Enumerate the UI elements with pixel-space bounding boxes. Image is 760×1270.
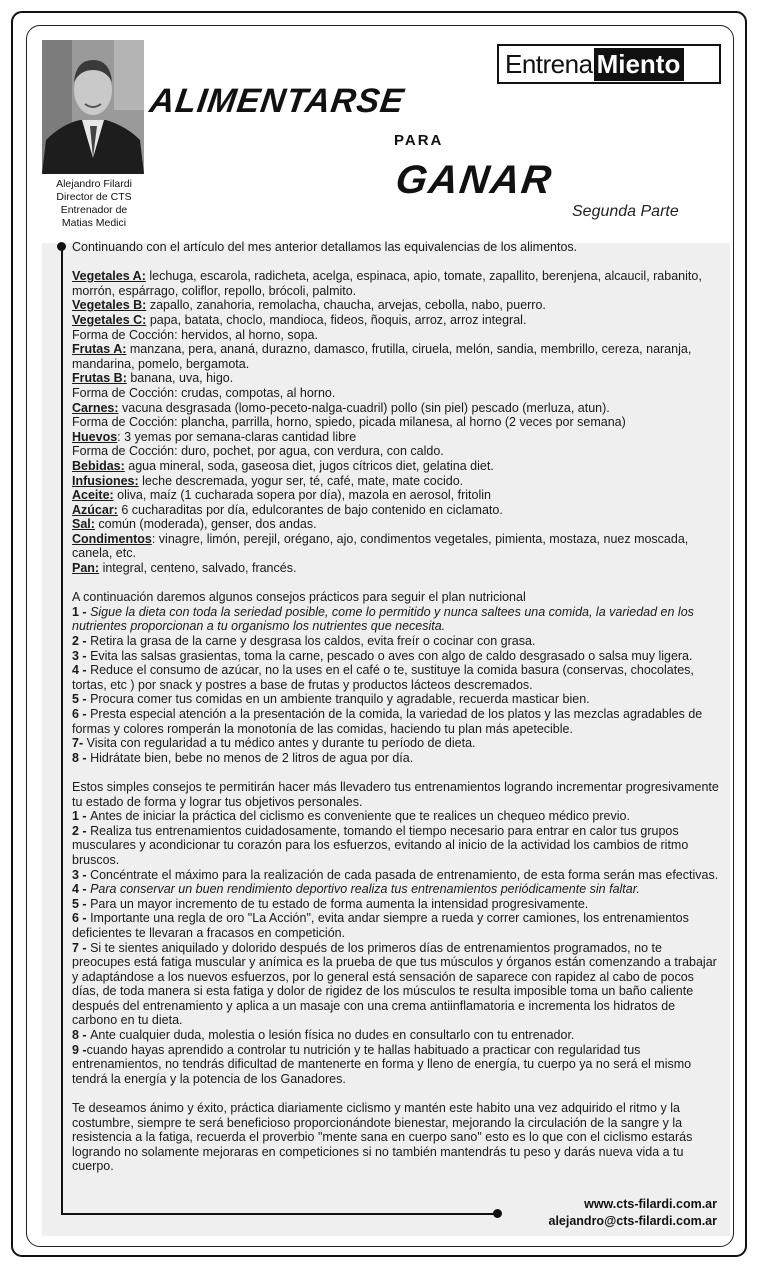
foods-item-text: lechuga, escarola, radicheta, acelga, espinaca, apio, tomate, zapallito, berenjena, alcaucil, rabanito, morrón, espárrago, coliflor, repollo, brócoli, palmito. (72, 269, 702, 298)
headline-line3: GANAR (392, 158, 556, 202)
training-item-label: 5 - (72, 896, 91, 911)
headline-line2: PARA (394, 132, 444, 149)
tips-item (72, 649, 720, 664)
training-item-label: 1 - (72, 809, 91, 824)
foods-item (72, 298, 720, 313)
foods-item (72, 488, 720, 503)
tips-item-label: 2 - (72, 634, 91, 649)
foods-item (72, 474, 720, 489)
tips-item-text: Retira la grasa de la carne y desgrasa los caldos, evita freír o cocinar con grasa. (90, 634, 536, 649)
tips-item (72, 692, 720, 707)
tips-item-text: Sigue la dieta con toda la seriedad posible, come lo permitido y nunca saltees una comida, la variedad en los nutrientes proporcionan a tu organismo los nutrientes que necesita. (72, 604, 694, 634)
tips-item (72, 736, 720, 751)
headline-subtitle: Segunda Parte (572, 203, 679, 220)
foods-item-label: Carnes: (72, 400, 119, 415)
email-link[interactable]: alejandro@cts-filardi.com.ar (548, 1214, 717, 1228)
foods-item (72, 517, 720, 532)
tips-item-label: 5 - (72, 692, 91, 707)
intro-paragraph: Continuando con el artículo del mes anterior detallamos las equivalencias de los alimentos. (72, 240, 578, 254)
training-item-text: Ante cualquier duda, molestia o lesión física no dudes en consultarlo con tu entrenador. (90, 1028, 575, 1043)
website-link[interactable]: www.cts-filardi.com.ar (584, 1197, 717, 1211)
tips-item (72, 707, 720, 736)
foods-item-label: Infusiones: (72, 473, 139, 488)
foods-item (72, 430, 720, 445)
foods-item-text: : vinagre, limón, perejil, orégano, ajo, condimentos vegetales, pimienta, mostaza, nuez moscada, canela, etc. (72, 531, 689, 561)
author-photo (42, 40, 144, 174)
foods-item-label: Huevos (72, 429, 118, 444)
training-tips-list (72, 809, 720, 1086)
foods-item-text: : 3 yemas por semana-claras cantidad libre (117, 429, 357, 444)
training-item-text: Antes de iniciar la práctica del ciclismo es conveniente que te realices un chequeo médico previo. (90, 809, 630, 824)
foods-item-label: Frutas B: (72, 371, 127, 386)
author-role: Matias Medici (61, 217, 127, 229)
training-item (72, 1043, 720, 1087)
foods-item-text: 6 cucharaditas por día, edulcorantes de bajo contenido en ciclamato. (117, 502, 503, 517)
training-item-text: cuando hayas aprendido a controlar tu nutrición y te hallas habituado a practicar con regularidad tus entrenamientos, no tendrás dificultad de mantenerte en forma y lleno de energía, tu cuerpo ya no será el mismo tendrá la energía y la potencia de los Ganadores. (72, 1042, 692, 1086)
foods-item-label: Aceite: (72, 488, 114, 503)
foods-item-text: agua mineral, soda, gaseosa diet, jugos cítricos diet, gelatina diet. (124, 458, 494, 473)
tips-item-text: Reduce el consumo de azúcar, no la uses en el café o te, sustituye la comida basura (conservas, chocolates, tortas, etc ) por snack y postres a base de frutas y productos lácteos descremados. (72, 663, 694, 692)
tips-item (72, 751, 720, 766)
foods-item-label: Vegetales A: (72, 269, 146, 284)
foods-item-text: Forma de Cocción: hervidos, al horno, sopa. (72, 327, 318, 342)
tips-item-text: Evita las salsas grasientas, toma la carne, pescado o aves con algo de caldo desgrasado o salsa muy ligera. (90, 648, 693, 663)
foods-item (72, 328, 720, 343)
training-item-text: Concéntrate el máximo para la realización de cada pasada de entrenamiento, de esta forma serán mas efectivas. (90, 867, 719, 882)
author-portrait-icon (42, 40, 144, 174)
training-item (72, 824, 720, 868)
foods-item (72, 459, 720, 474)
tips-item-label: 7- (72, 736, 87, 751)
training-item-text: Importante una regla de oro "La Acción", evita andar siempre a rueda y correr camiones, los entrenamientos deficientes te llevaran a fracasos en competición. (72, 911, 689, 940)
author-role: Director de CTS (56, 191, 132, 203)
tips-item-label: 3 - (72, 648, 91, 663)
training-item (72, 941, 720, 1029)
training-item (72, 868, 720, 883)
training-item-label: 6 - (72, 911, 91, 926)
training-item-text: Para un mayor incremento de tu estado de forma aumenta la intensidad progresivamente. (90, 896, 589, 911)
tips-item-label: 1 - (72, 604, 91, 619)
training-item-label: 9 - (72, 1042, 87, 1057)
foods-item-text: Forma de Cocción: plancha, parrilla, horno, spiedo, picada milanesa, al horno (2 veces por semana) (72, 415, 626, 430)
tips-intro: A continuación daremos algunos consejos prácticos para seguir el plan nutricional (72, 590, 526, 605)
training-item-label: 7 - (72, 940, 91, 955)
decorative-horizontal-rule (61, 1213, 498, 1215)
foods-item (72, 386, 720, 401)
foods-item-text: papa, batata, choclo, mandioca, fideos, ñoquis, arroz, arroz integral. (146, 312, 527, 327)
logo-text-miento: Miento (594, 48, 685, 81)
headline-line1: ALIMENTARSE (147, 82, 407, 120)
training-item-text: Para conservar un buen rendimiento deportivo realiza tus entrenamientos periódicamente sin faltar. (90, 882, 640, 897)
training-item-label: 2 - (72, 823, 91, 838)
tips-item-text: Procura comer tus comidas en un ambiente tranquilo y agradable, recuerda masticar bien. (90, 692, 590, 707)
tips-item-label: 6 - (72, 707, 91, 721)
foods-item-label: Vegetales B: (72, 298, 147, 313)
foods-item-label: Azúcar: (72, 502, 118, 517)
logo-text-entrena: Entrena (505, 48, 593, 79)
tips-item (72, 605, 720, 634)
foods-item-label: Vegetales C: (72, 312, 147, 327)
training-item-text: Si te sientes aniquilado y dolorido después de los primeros días de entrenamientos programados, no te preocupes está fatiga muscular y anímica es la prueba de que tus músculos y órganos están comenzando a trabajar y adaptándose a los nuevos esfuerzos, por lo general está sensación de saparece con rapidez al cabo de pocos días, de toda manera si esta fatiga y dolor de rigidez de los músculos te resulta imposible toma un baño caliente después del entrenamiento y aplica a un masaje con una crema antiinflamatoria e incrementa los hidratos de carbono en tu dieta. (72, 940, 717, 1028)
tips-item-label: 4 - (72, 663, 91, 678)
tips-item-text: Presta especial atención a la presentación de la comida, la variedad de los platos y las mezclas agradables de formas y colores romperán la monotonía de las comidas, haciendo tu plan más apetecible. (72, 707, 703, 736)
training-item (72, 809, 720, 824)
article-body (72, 240, 720, 1174)
closing-paragraph: Te deseamos ánimo y éxito, práctica diariamente ciclismo y mantén este habito una vez adquirido el ritmo y la costumbre, siempre te será beneficioso proporcionándote bienestar, mejorando la circulación de la sangre y la resistencia a la fatiga, recuerda el proverbio "mente sana en cuerpo sano" esto es lo que con el ciclismo estarás logrando no solamente mejoraras en competiciones si no también mantendrás tu peso y darás nueva vida a tu cuerpo. (72, 1101, 693, 1174)
training-item-label: 4 - (72, 882, 91, 897)
decorative-vertical-rule (61, 247, 63, 1213)
training-item (72, 897, 720, 912)
foods-item-label: Frutas A: (72, 342, 127, 357)
author-role: Entrenador de (60, 204, 128, 216)
food-equivalences-list (72, 269, 720, 575)
foods-item (72, 415, 720, 430)
foods-item (72, 269, 720, 298)
training-item (72, 882, 720, 897)
foods-item-label: Condimentos (72, 531, 152, 546)
foods-item-text: vacuna desgrasada (lomo-peceto-nalga-cuadril) pollo (sin piel) pescado (merluza, atun). (118, 400, 610, 415)
foods-item-text: manzana, pera, ananá, durazno, damasco, frutilla, ciruela, melón, sandia, membrillo, cereza, naranja, mandarina, pomelo, bergamota. (72, 342, 692, 371)
tips-item (72, 634, 720, 649)
foods-item-text: leche descremada, yogur ser, té, café, mate, mate cocido. (138, 473, 464, 488)
foods-item (72, 401, 720, 416)
tips-item-text: Visita con regularidad a tu médico antes y durante tu período de dieta. (86, 736, 476, 751)
foods-item-label: Sal: (72, 517, 95, 532)
foods-item-text: banana, uva, higo. (126, 371, 234, 386)
nutrition-tips-list (72, 605, 720, 766)
section-logo (497, 44, 721, 84)
foods-item-text: integral, centeno, salvado, francés. (99, 561, 297, 576)
foods-item-text: Forma de Cocción: duro, pochet, por agua, con verdura, con caldo. (72, 444, 444, 459)
foods-item-label: Pan: (72, 561, 100, 576)
training-intro: Estos simples consejos te permitirán hacer más llevadero tus entrenamientos logrando incrementar progresivamente tu estado de forma y lograr tus objetivos personales. (72, 779, 719, 809)
tips-item-text: Hidrátate bien, bebe no menos de 2 litros de agua por día. (90, 750, 414, 765)
bullet-dot-icon (57, 242, 66, 251)
tips-item-label: 8 - (72, 750, 91, 765)
tips-item (72, 663, 720, 692)
foods-item (72, 444, 720, 459)
bullet-dot-icon (493, 1209, 502, 1218)
contact-block (503, 1196, 717, 1230)
foods-item (72, 561, 720, 576)
foods-item (72, 371, 720, 386)
training-item-label: 3 - (72, 867, 91, 882)
foods-item (72, 532, 720, 561)
training-item-label: 8 - (72, 1028, 91, 1043)
foods-item (72, 503, 720, 518)
author-caption (36, 178, 152, 230)
foods-item-text: oliva, maíz (1 cucharada sopera por día), mazola en aerosol, fritolin (113, 488, 491, 503)
training-item (72, 1028, 720, 1043)
training-item-text: Realiza tus entrenamientos cuidadosamente, tomando el tiempo necesario para entrar en calor tus grupos musculares y acondicionar tu corazón para los esfuerzos, evitando al inicio de la actividad los cambios de ritmo bruscos. (72, 823, 689, 867)
foods-item-label: Bebidas: (72, 458, 125, 473)
author-name: Alejandro Filardi (56, 178, 132, 190)
foods-item (72, 342, 720, 371)
foods-item-text: zapallo, zanahoria, remolacha, chaucha, arvejas, cebolla, nabo, puerro. (146, 298, 546, 313)
foods-item-text: Forma de Cocción: crudas, compotas, al horno. (72, 385, 336, 400)
foods-item (72, 313, 720, 328)
foods-item-text: común (moderada), genser, dos andas. (94, 517, 317, 532)
training-item (72, 911, 720, 940)
